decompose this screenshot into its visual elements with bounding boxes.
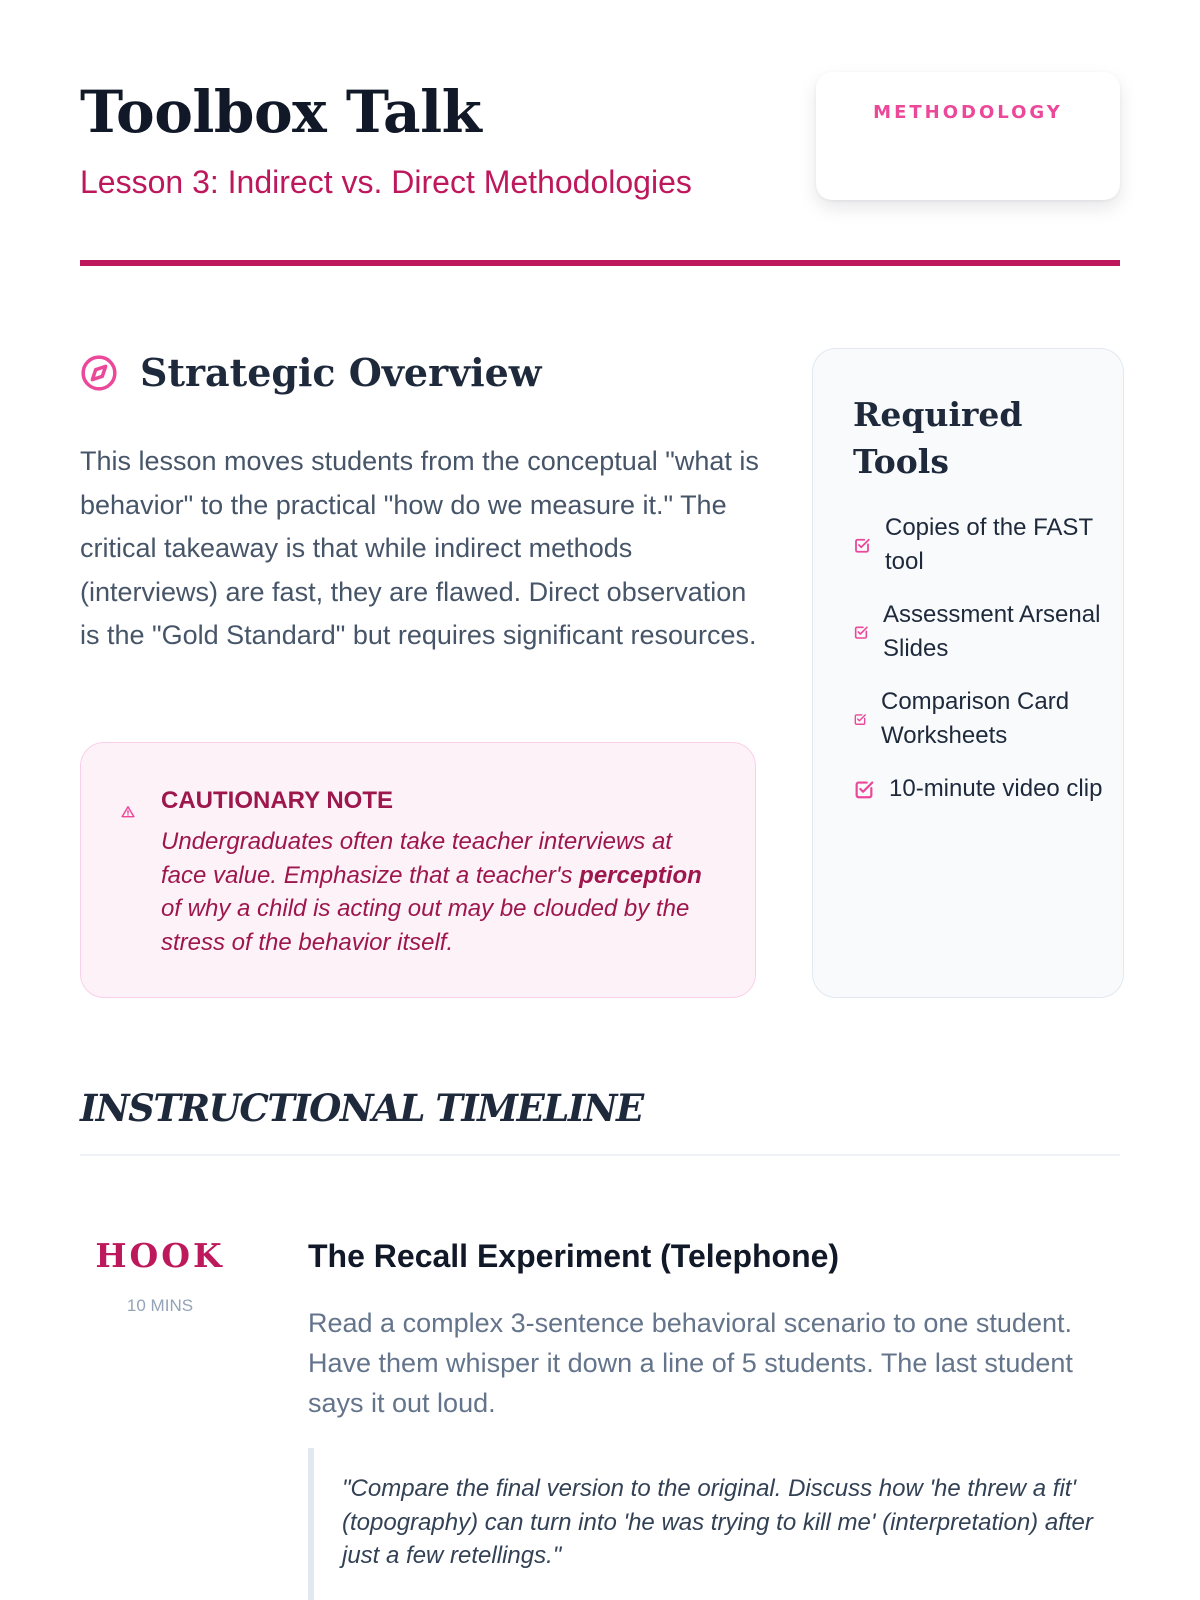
tool-label: Comparison Card Worksheets [881, 688, 1070, 749]
category-badge: METHODOLOGY [873, 102, 1063, 123]
tools-heading: Required Tools [853, 395, 1023, 481]
checkbox-icon [853, 624, 869, 640]
step-description: Read a complex 3-sentence behavioral scenario to one student. Have them whisper it down a line of 5 students. The last student says it out loud. [308, 1308, 1073, 1418]
caution-text-end: of why a child is acting out may be clouded by the stress of the behavior itself. [161, 895, 690, 956]
tool-label: Copies of the FAST tool [885, 514, 1093, 575]
checkbox-icon [853, 536, 871, 554]
quote-bar [308, 1448, 314, 1600]
caution-emphasis: perception [579, 861, 702, 889]
header-divider [80, 260, 1120, 266]
phase-duration: 10 MINS [126, 1296, 194, 1315]
cautionary-note [80, 742, 756, 998]
caution-text [161, 825, 721, 959]
page-title: Toolbox Talk [80, 78, 482, 146]
category-badge-card [816, 72, 1120, 200]
step-title: The Recall Experiment (Telephone) [308, 1238, 840, 1274]
tool-item [853, 511, 1103, 578]
tool-item [853, 685, 1103, 752]
tool-item [853, 598, 1103, 665]
checkbox-icon [853, 778, 875, 800]
phase-label: HOOK [95, 1236, 225, 1275]
discussion-quote: "Compare the final version to the original. Discuss how 'he threw a fit' (topography) can turn into 'he was trying to kill me' (interpretation) after just a few retellings." [342, 1475, 1093, 1569]
caution-heading: CAUTIONARY NOTE [161, 787, 394, 814]
overview-heading: Strategic Overview [140, 350, 542, 395]
caution-text-start: Undergraduates often take teacher interviews at face value. Emphasize that a teacher's [161, 828, 672, 889]
compass-icon [80, 354, 118, 392]
timeline-heading: INSTRUCTIONAL TIMELINE [80, 1086, 643, 1130]
tool-label: 10-minute video clip [889, 775, 1103, 802]
overview-paragraph: This lesson moves students from the conceptual "what is behavior" to the practical "how do we measure it." The critical takeaway is that while indirect methods (interviews) are fast, they are flawed. Direct observation is the "Gold Standard" but requires significant resources. [80, 446, 759, 650]
tool-item [853, 772, 1103, 806]
timeline-divider [80, 1154, 1120, 1156]
tool-label: Assessment Arsenal Slides [883, 601, 1101, 662]
checkbox-icon [853, 712, 867, 726]
lesson-subtitle: Lesson 3: Indirect vs. Direct Methodologies [80, 164, 692, 200]
required-tools-panel [812, 348, 1124, 998]
warning-triangle-icon [121, 805, 135, 819]
